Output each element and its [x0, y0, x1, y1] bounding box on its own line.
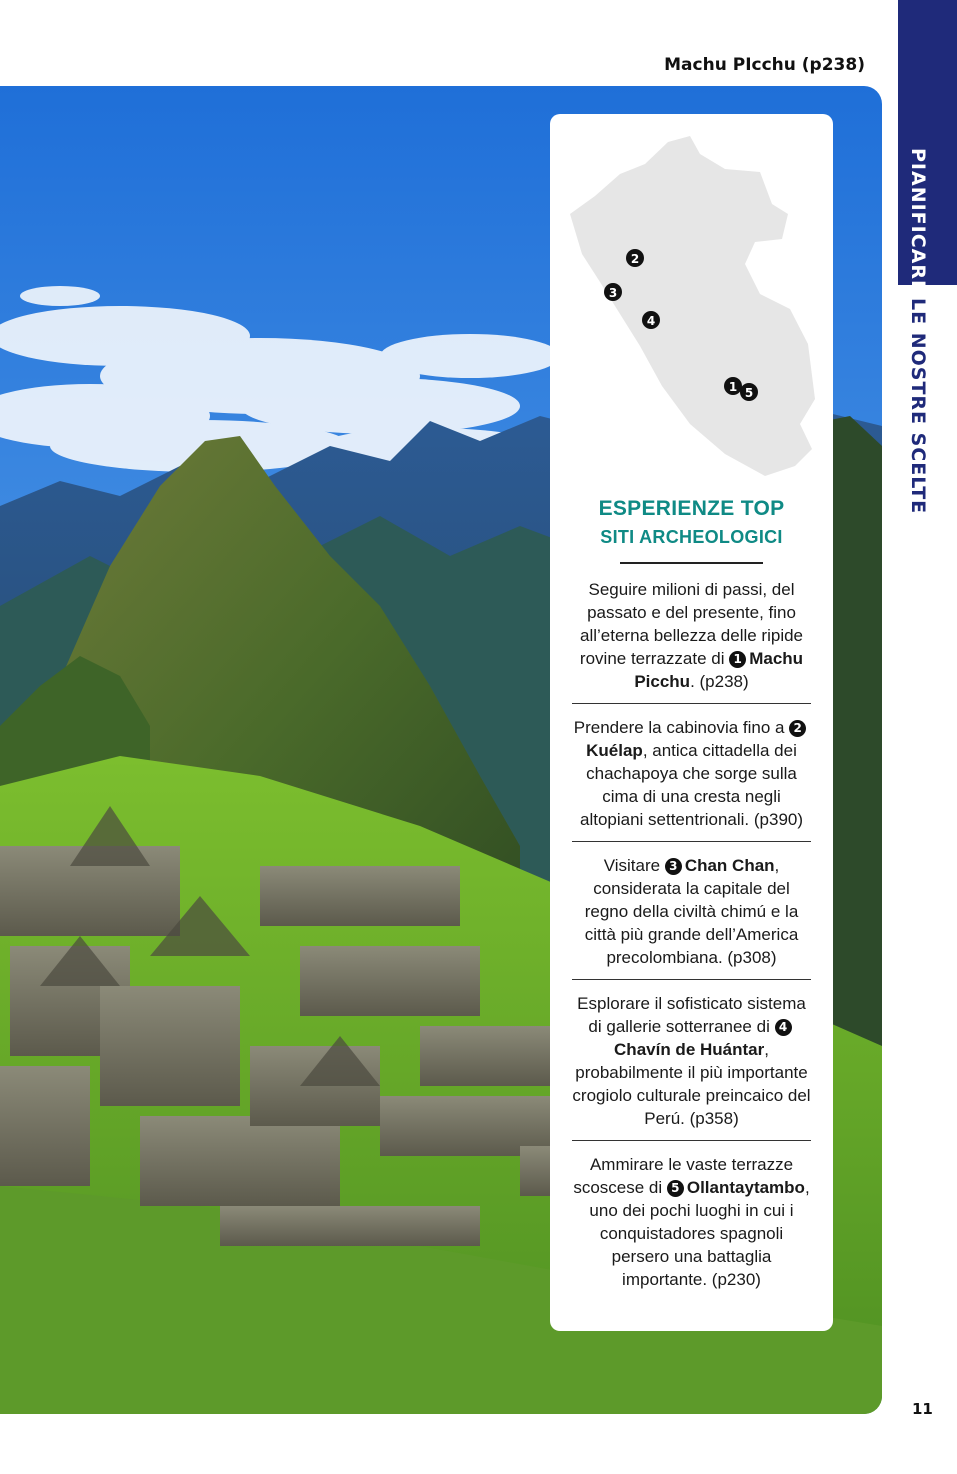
map-marker-3 [604, 283, 622, 301]
page-number: 11 [912, 1400, 933, 1418]
card-heading [550, 497, 833, 548]
site-name: Ollantaytambo [686, 1178, 805, 1197]
site-name: Kuélap [586, 741, 643, 760]
experience-item-kuelap: Prendere la cabinovia fino a 2Kuélap, antica cittadella dei chachapoya che sorge sulla cima di una cresta negli altopiani settentrionali. (p390) [572, 703, 811, 841]
site-name: Machu Picchu [634, 649, 804, 691]
svg-text:1: 1 [728, 380, 738, 394]
map-marker-4 [642, 311, 660, 329]
card-subtitle: SITI ARCHEOLOGICI [600, 527, 783, 547]
title-divider [620, 562, 763, 564]
number-badge: 3 [665, 858, 682, 875]
experience-list [572, 576, 811, 1301]
svg-text:4: 4 [646, 314, 656, 328]
site-name: Chavín de Huántar [614, 1040, 765, 1059]
experience-item-machu-picchu: Seguire milioni di passi, del passato e del presente, fino all’eterna bellezza delle ripide rovine terrazzate di 1 Machu Picchu. (p238) [579, 580, 804, 691]
experience-item-chavin-de-huantar: Esplorare il sofisticato sistema di gallerie sotterranee di 4Chavín de Huántar, probabilmente il più importante crogiolo culturale preincaico del Perú. (p358) [572, 979, 811, 1140]
experience-item-ollantaytambo: Ammirare le vaste terrazze scoscese di 5 Ollantaytambo, uno dei pochi luoghi in cui i conquistadores spagnoli persero una battaglia importante. (p230) [572, 1140, 811, 1301]
svg-text:5: 5 [744, 386, 754, 400]
section-tab-le-nostre-scelte[interactable]: LE NOSTRE SCELTE [907, 298, 929, 515]
number-badge: 2 [789, 720, 806, 737]
number-badge: 5 [667, 1180, 684, 1197]
peru-map [550, 114, 833, 494]
number-badge: 4 [775, 1019, 792, 1036]
top-experiences-card [550, 114, 833, 1331]
map-marker-2 [626, 249, 644, 267]
peru-outline [570, 136, 815, 476]
photo-caption: Machu PIcchu (p238) [664, 55, 865, 75]
experience-item-chan-chan: Visitare 3 Chan Chan, considerata la capitale del regno della civiltà chimú e la città più grande dell’America precolombiana. (p308) [572, 841, 811, 979]
map-marker-1 [724, 377, 742, 395]
card-title: ESPERIENZE TOP [598, 497, 785, 520]
number-badge: 1 [729, 651, 746, 668]
site-name: Chan Chan [684, 856, 775, 875]
section-tab-pianificare[interactable]: PIANIFICARE [907, 148, 929, 294]
svg-text:3: 3 [608, 286, 618, 300]
svg-text:2: 2 [630, 252, 640, 266]
map-marker-5 [740, 383, 758, 401]
